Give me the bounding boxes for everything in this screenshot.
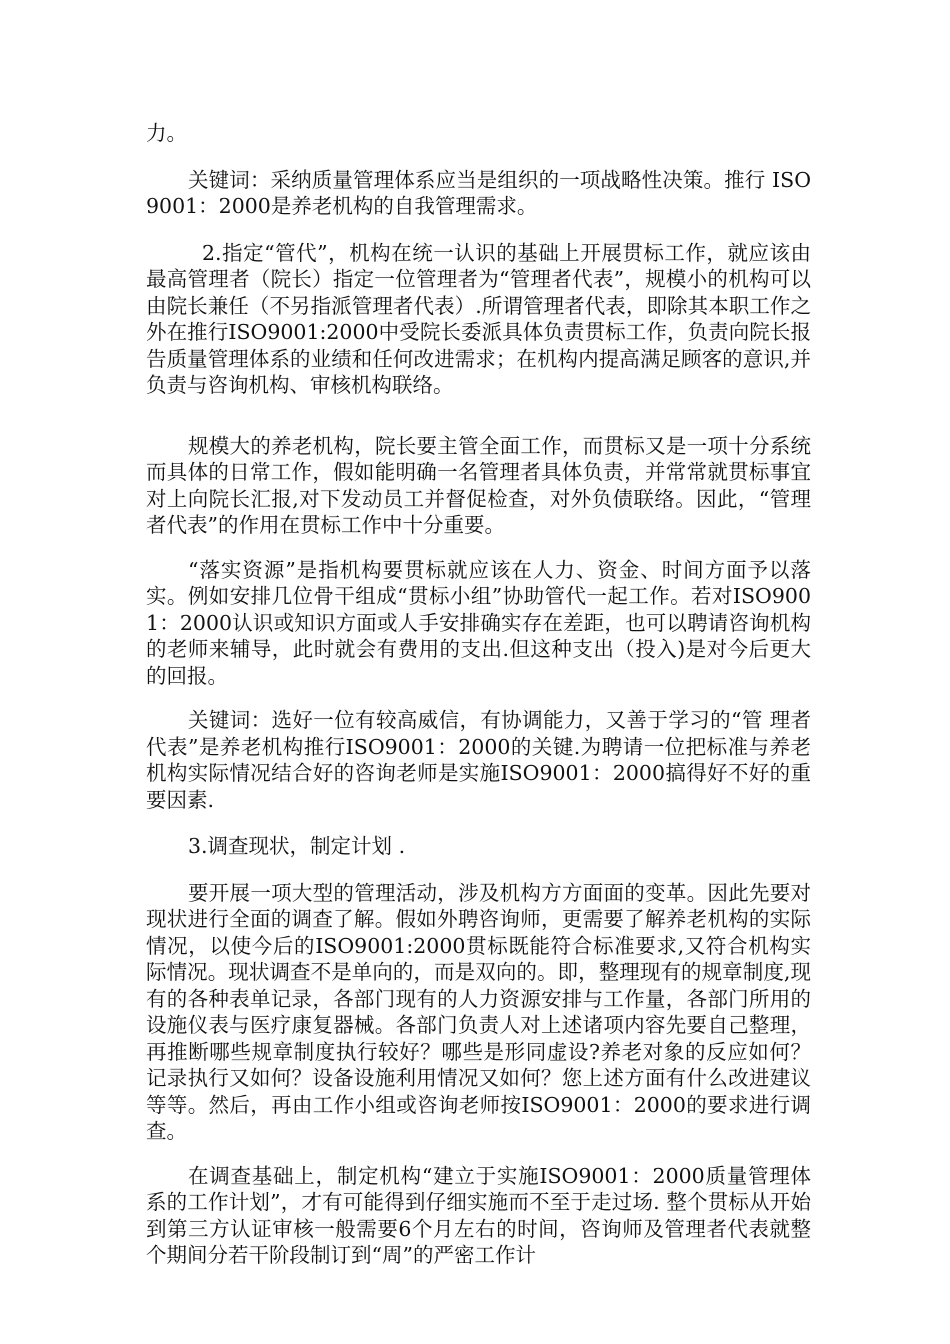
section-heading-3: 3.调查现状，制定计划 . [188,834,406,858]
paragraph-plan: 在调查基础上，制定机构“建立于实施ISO9001：2000质量管理体系的工作计划”，才有可能得到仔细实施而不至于走过场. 整个贯标从开始到第三方认证审核一般需要6个月左右的时间，咨询师及管理者代表就整个期间分若干阶段制订到“周”的严密工作计 [146,1163,811,1267]
document-page [146,120,811,1269]
paragraph-resources: “落实资源”是指机构要贯标就应该在人力、资金、时间方面予以落实。例如安排几位骨干组成“贯标小组”协助管代一起工作。若对ISO9001：2000认识或知识方面或人手安排确实存在差距，也可以聘请咨询机构的老师来辅导，此时就会有费用的支出.但这种支出（投入)是对今后更大的回报。 [146,557,811,688]
paragraph-section-2: 2.指定“管代”，机构在统一认识的基础上开展贯标工作，就应该由最高管理者（院长）指定一位管理者为“管理者代表”，规模小的机构可以由院长兼任（不另指派管理者代表）.所谓管理者代表，即除其本职工作之外在推行ISO9001:2000中受院长委派具体负责贯标工作，负责向院长报告质量管理体系的业绩和任何改进需求；在机构内提高满足顾客的意识,并负责与咨询机构、审核机构联络。 [146,240,811,397]
paragraph-continuation: 力。 [146,121,187,145]
paragraph-large-institutions: 规模大的养老机构，院长要主管全面工作，而贯标又是一项十分系统而具体的日常工作，假如能明确一名管理者具体负责，并常常就贯标事宜对上向院长汇报,对下发动员工并督促检查，对外负债联络。因此，“管理者代表”的作用在贯标工作中十分重要。 [146,433,811,537]
paragraph-keywords-1: 关键词：采纳质量管理体系应当是组织的一项战略性决策。推行 ISO9001：2000是养老机构的自我管理需求。 [146,167,811,218]
paragraph-survey: 要开展一项大型的管理活动，涉及机构方方面面的变革。因此先要对现状进行全面的调查了解。假如外聘咨询师，更需要了解养老机构的实际情况，以使今后的ISO9001:2000贯标既能符合标准要求,又符合机构实际情况。现状调查不是单向的，而是双向的。即，整理现有的规章制度,现有的各种表单记录，各部门现有的人力资源安排与工作量，各部门所用的设施仪表与医疗康复器械。各部门负责人对上述诸项内容先要自己整理，再推断哪些规章制度执行较好？哪些是形同虚设?养老对象的反应如何？记录执行又如何？设备设施利用情况又如何？您上述方面有什么改进建议等等。然后，再由工作小组或咨询老师按ISO9001：2000的要求进行调查。 [146,880,811,1143]
paragraph-keywords-2: 关键词：选好一位有较高威信，有协调能力，又善于学习的“管 理者代表”是养老机构推行ISO9001：2000的关键.为聘请一位把标准与养老机构实际情况结合好的咨询老师是实施ISO9001：2000搞得好不好的重要因素. [146,708,811,812]
